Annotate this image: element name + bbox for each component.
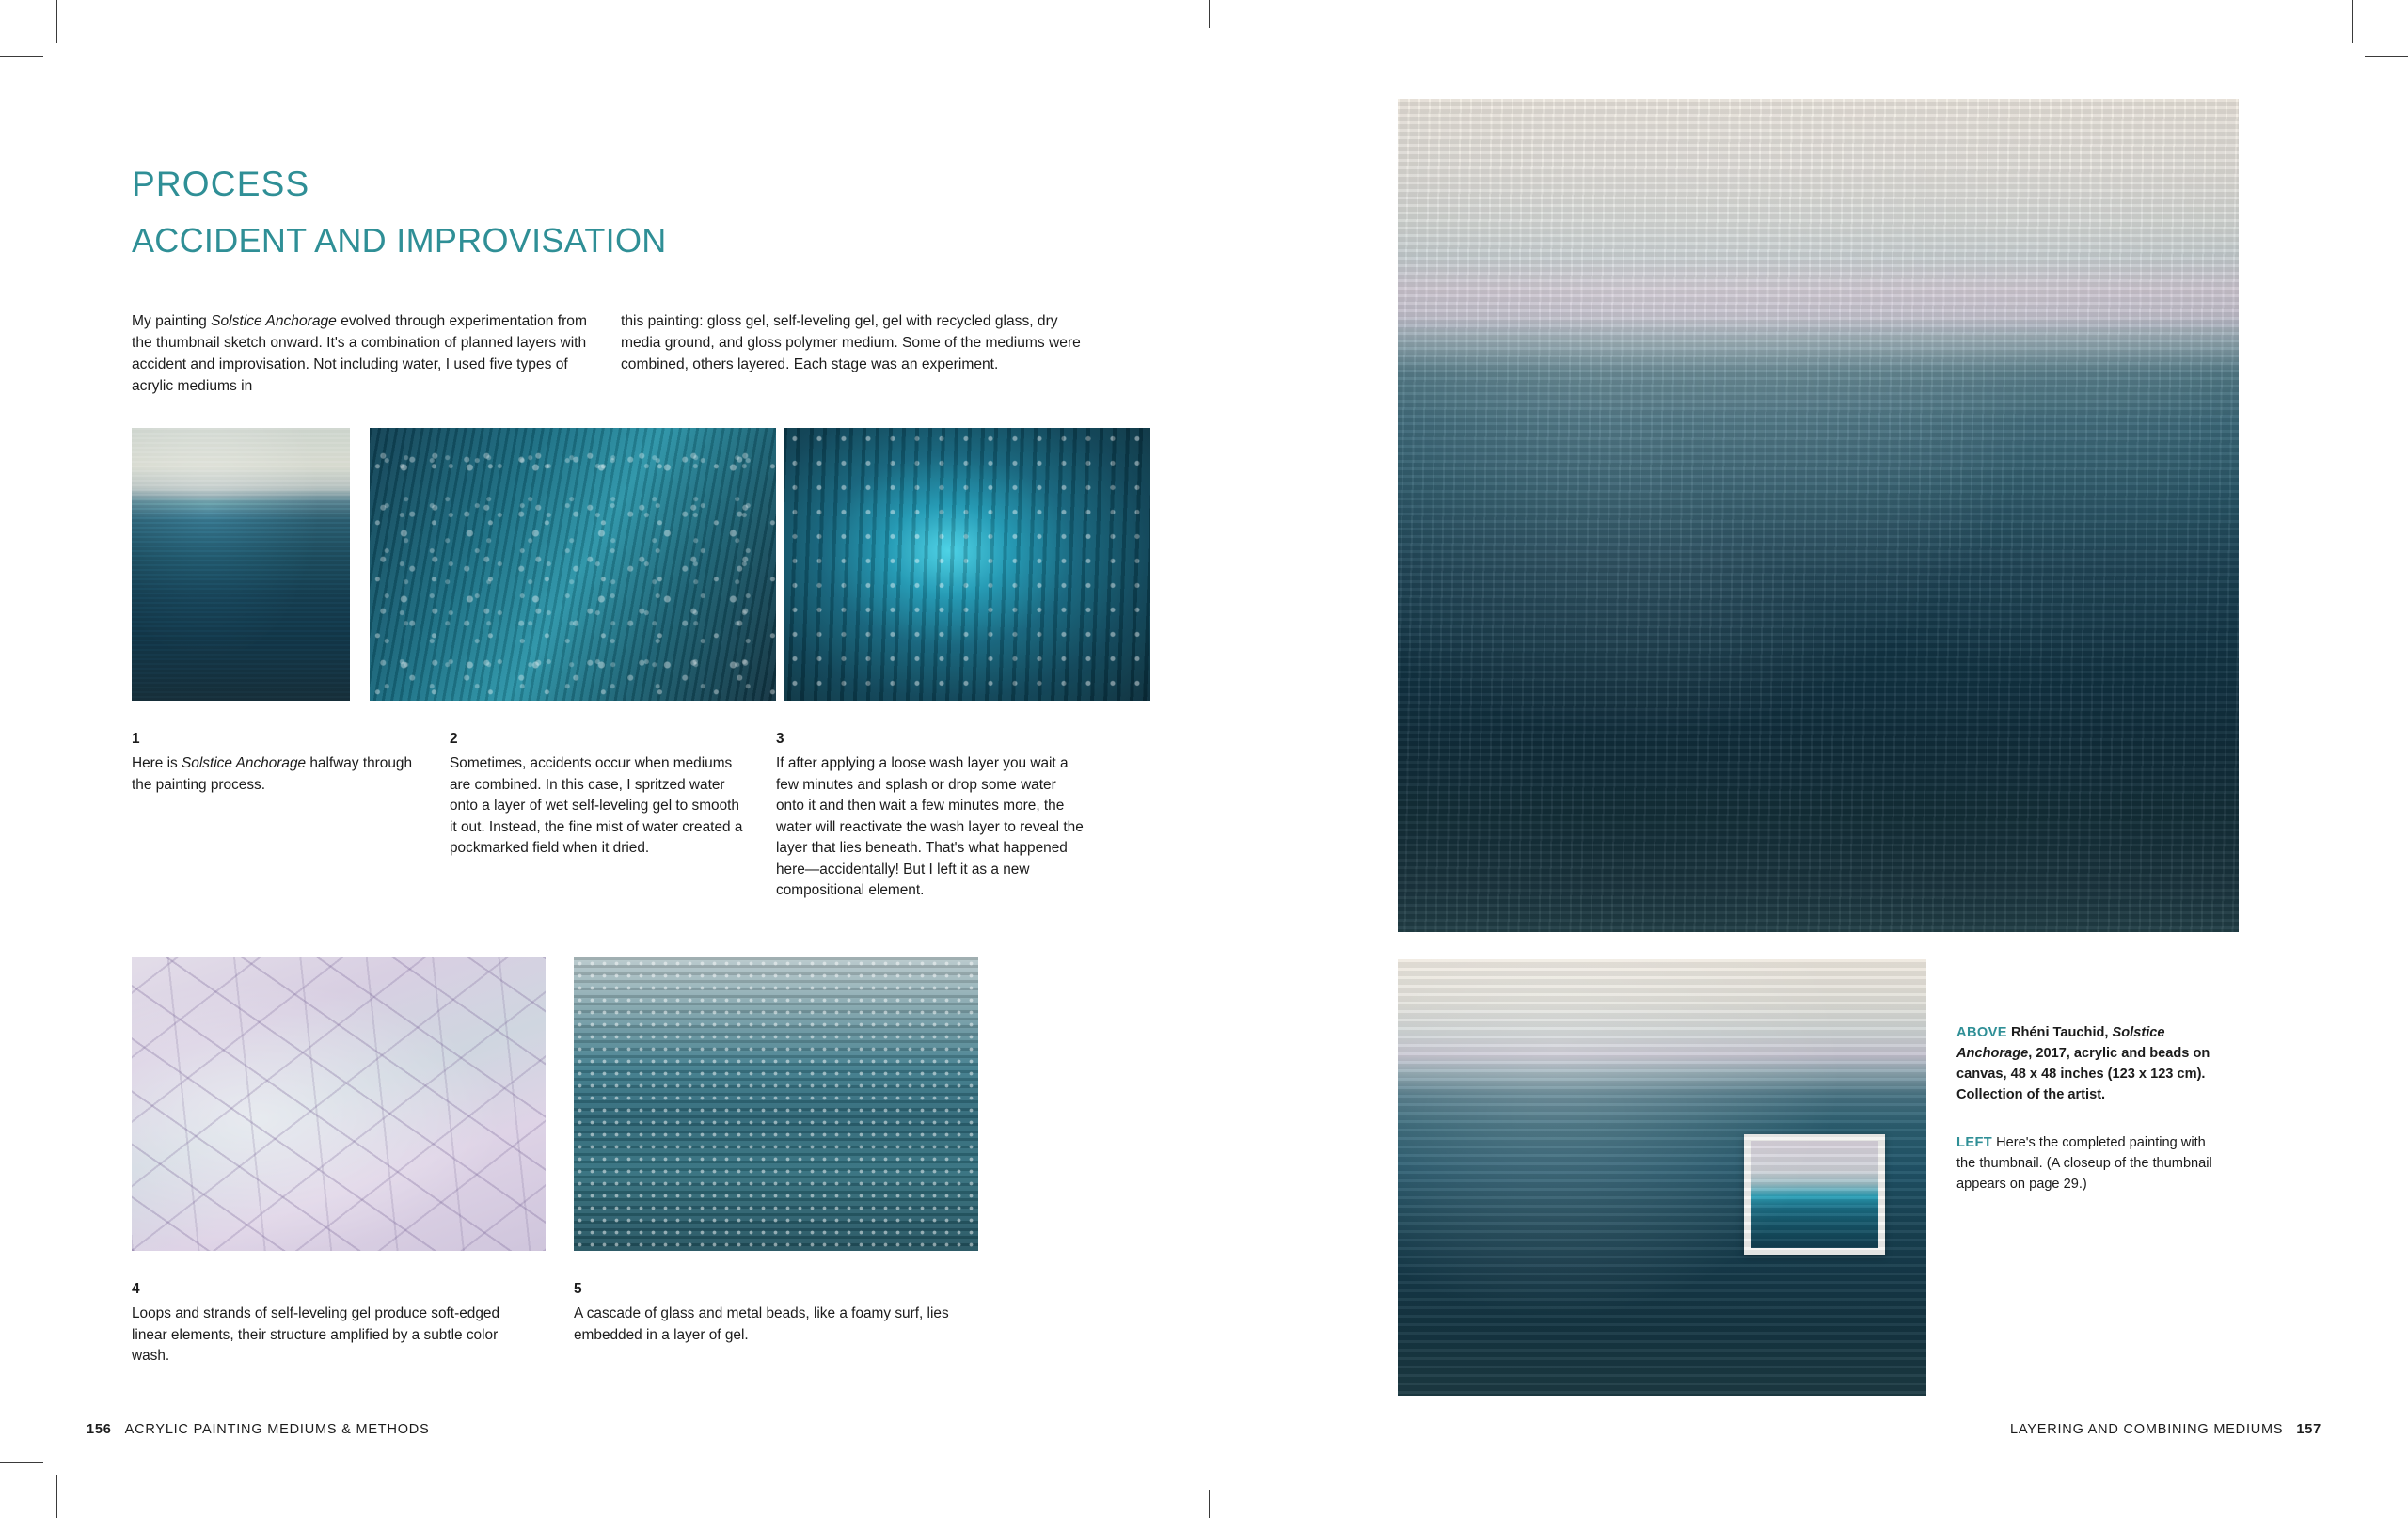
folio-left-title: ACRYLIC PAINTING MEDIUMS & METHODS xyxy=(124,1422,430,1437)
main-painting-image xyxy=(1398,99,2239,932)
caption-3-number: 3 xyxy=(776,731,784,747)
caption-4 xyxy=(132,1279,536,1368)
process-image-3 xyxy=(784,428,1150,701)
intro-paragraph-column-2: this painting: gloss gel, self-leveling gel, gel with recycled glass, dry media ground, and gloss polymer medium. Some of the mediums were combined, others layered. Each stage was an experiment. xyxy=(621,312,1081,372)
caption-3 xyxy=(776,729,1086,902)
folio-right-number: 157 xyxy=(2296,1422,2321,1437)
caption-above-italic: Solstice Anchorage xyxy=(1956,1025,2165,1061)
intro-paragraph-column-1 xyxy=(132,310,602,397)
folio-left xyxy=(87,1422,430,1437)
right-page xyxy=(1204,0,2408,1518)
caption-3-text: If after applying a loose wash layer you wait a few minutes and splash or drop some water onto it and then wait a few minutes more, the water will reactivate the wash layer to reveal the layer that lies beneath. That's what happened here—accidentally! But I left it as a new compositional element. xyxy=(776,755,1084,899)
intro-pre: My painting xyxy=(132,312,212,329)
process-image-4 xyxy=(132,957,546,1251)
folio-left-number: 156 xyxy=(87,1422,112,1437)
caption-5-number: 5 xyxy=(574,1281,582,1297)
caption-left-lead: LEFT xyxy=(1956,1135,1993,1150)
caption-left xyxy=(1956,1133,2220,1195)
page-subhead: ACCIDENT AND IMPROVISATION xyxy=(132,221,667,260)
caption-above xyxy=(1956,1023,2220,1106)
caption-above-pre: Rhéni Tauchid, xyxy=(2006,1025,2113,1040)
caption-1-post: halfway through the painting process. xyxy=(132,755,413,793)
caption-4-number: 4 xyxy=(132,1281,140,1297)
caption-2-number: 2 xyxy=(450,731,458,747)
process-image-5 xyxy=(574,957,978,1251)
caption-5-text: A cascade of glass and metal beads, like a foamy surf, lies embedded in a layer of gel. xyxy=(574,1305,949,1343)
completed-painting-with-thumbnail-image xyxy=(1398,959,1926,1396)
caption-2-text: Sometimes, accidents occur when mediums are combined. In this case, I spritzed water onto a layer of wet self-leveling gel to smooth it out. Instead, the fine mist of water created a pockmarked field when it dried. xyxy=(450,755,743,857)
caption-1-pre: Here is xyxy=(132,755,182,772)
process-image-1 xyxy=(132,428,350,701)
caption-above-post: , 2017, acrylic and beads on canvas, 48 x 48 inches (123 x 123 cm). Collection of the artist. xyxy=(1956,1045,2210,1102)
folio-right xyxy=(1997,1422,2321,1437)
thumbnail-inset xyxy=(1744,1134,1885,1255)
caption-above-lead: ABOVE xyxy=(1956,1025,2007,1040)
caption-4-text: Loops and strands of self-leveling gel produce soft-edged linear elements, their structure amplified by a subtle color wash. xyxy=(132,1305,500,1365)
caption-left-text: Here's the completed painting with the thumbnail. (A closeup of the thumbnail appears on page 29.) xyxy=(1956,1135,2212,1192)
caption-5 xyxy=(574,1279,978,1346)
page-kicker: PROCESS xyxy=(132,165,310,203)
caption-1 xyxy=(132,729,414,796)
painting-title-italic: Solstice Anchorage xyxy=(211,312,337,329)
caption-1-number: 1 xyxy=(132,731,140,747)
caption-1-italic: Solstice Anchorage xyxy=(182,755,307,772)
caption-2 xyxy=(450,729,743,860)
process-image-2 xyxy=(370,428,776,701)
intro-post: evolved through experimentation from the thumbnail sketch onward. It's a combination of planned layers with accident and improvisation. Not including water, I used five types of acrylic mediums in xyxy=(132,312,587,394)
folio-right-title: LAYERING AND COMBINING MEDIUMS xyxy=(2010,1422,2284,1437)
